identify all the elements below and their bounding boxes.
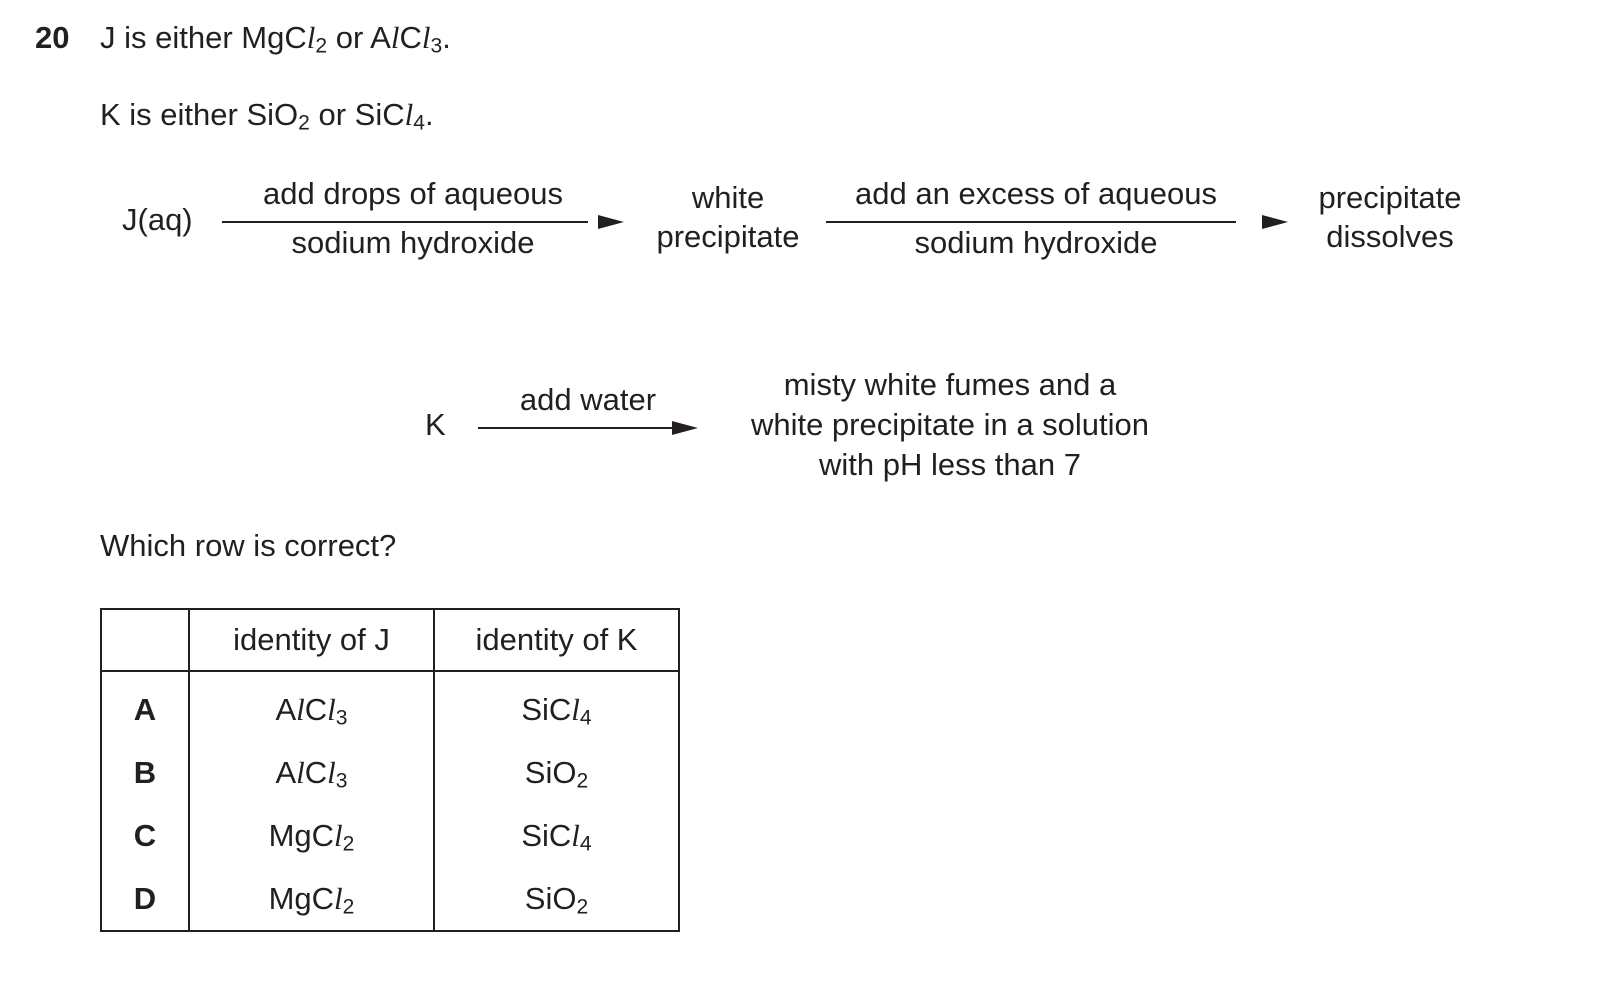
identity-j-cell: AlCl$_3$ — [189, 671, 434, 741]
scheme-j-result1-line2: precipitate — [656, 219, 800, 254]
table-header-blank — [101, 609, 189, 671]
option-letter: D — [101, 867, 189, 931]
option-letter: B — [101, 741, 189, 804]
table-header-j: identity of J — [189, 609, 434, 671]
table-row — [101, 867, 679, 931]
scheme-j-result2-line1: precipitate — [1318, 180, 1462, 215]
identity-j-cell: MgCl$_2$ — [189, 867, 434, 931]
identity-j-cell: AlCl$_3$ — [189, 741, 434, 804]
scheme-k-arrow-line — [478, 427, 678, 429]
scheme-j-result2-line2: dissolves — [1326, 219, 1454, 254]
table-header-k: identity of K — [434, 609, 679, 671]
answer-table — [100, 608, 680, 932]
scheme-k-result-line3: with pH less than 7 — [819, 447, 1081, 482]
table-row — [101, 804, 679, 867]
option-letter: C — [101, 804, 189, 867]
scheme-k-result-line1: misty white fumes and a — [783, 367, 1117, 402]
question-prompt: Which row is correct? — [100, 528, 397, 563]
scheme-k-start: K — [425, 407, 446, 442]
identity-k-cell: SiCl$_4$ — [434, 804, 679, 867]
scheme-j-arrow1-line — [222, 221, 588, 223]
table-header-row — [101, 609, 679, 671]
scheme-j-step1-bottom: sodium hydroxide — [291, 225, 535, 260]
statement-k: K is either SiO$_2$ or SiCl$_4$. — [100, 97, 434, 135]
scheme-k-result-line2: white precipitate in a solution — [750, 407, 1150, 442]
table-row — [101, 671, 679, 741]
identity-j-cell: MgCl$_2$ — [189, 804, 434, 867]
table-row — [101, 741, 679, 804]
identity-k-cell: SiCl$_4$ — [434, 671, 679, 741]
scheme-j-step2-bottom: sodium hydroxide — [914, 225, 1158, 260]
scheme-j-arrow2-head-icon — [1262, 215, 1288, 229]
scheme-j-result1-line1: white — [691, 180, 765, 215]
scheme-j-start: J(aq) — [122, 202, 193, 237]
identity-k-cell: SiO$_2$ — [434, 867, 679, 931]
scheme-j-arrow2-line — [826, 221, 1236, 223]
scheme-j-step2-top: add an excess of aqueous — [855, 176, 1217, 211]
scheme-k-arrow-head-icon — [672, 421, 698, 435]
scheme-j-step1-top: add drops of aqueous — [263, 176, 563, 211]
option-letter: A — [101, 671, 189, 741]
question-number: 20 — [35, 20, 70, 55]
scheme-k-step-top: add water — [519, 382, 657, 417]
identity-k-cell: SiO$_2$ — [434, 741, 679, 804]
statement-j: J is either MgCl$_2$ or AlCl$_3$. — [100, 20, 451, 58]
